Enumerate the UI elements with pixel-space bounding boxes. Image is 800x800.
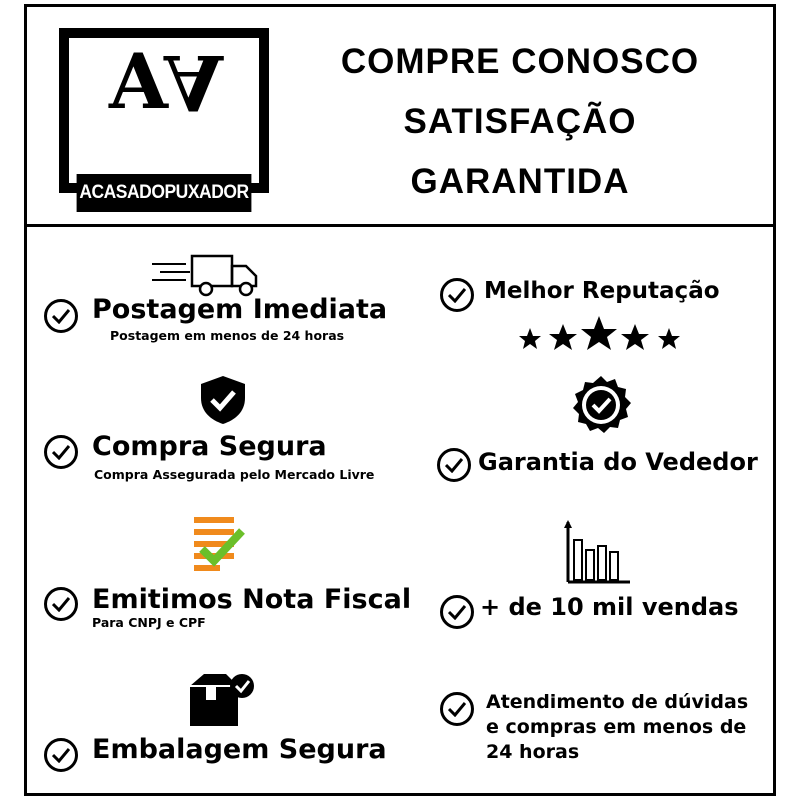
headline-line-1: COMPRE CONOSCO [340, 42, 700, 81]
logo-monogram [69, 37, 259, 127]
headline-line-2: SATISFAÇÃO [403, 102, 637, 141]
atendimento-line-1: Atendimento de dúvidas [486, 691, 749, 713]
shield-check-icon [197, 374, 249, 426]
check-circle-icon [437, 448, 471, 482]
brand-logo [59, 28, 269, 203]
package-check-icon [186, 670, 256, 728]
check-circle-icon [440, 278, 474, 312]
feature-title-vendas: + de 10 mil vendas [480, 593, 739, 621]
section-divider [24, 224, 776, 227]
feature-subtitle-postagem: Postagem em menos de 24 horas [110, 328, 345, 343]
bar-chart-icon [560, 518, 632, 590]
feature-title-compra: Compra Segura [92, 431, 327, 462]
check-circle-icon [44, 587, 78, 621]
check-circle-icon [440, 692, 474, 726]
feature-title-postagem: Postagem Imediata [92, 294, 388, 325]
feature-title-reputacao: Melhor Reputação [484, 278, 720, 304]
logo-inner [69, 38, 259, 183]
five-stars-icon [515, 316, 685, 354]
delivery-truck-icon [150, 252, 262, 298]
feature-subtitle-compra: Compra Assegurada pelo Mercado Livre [94, 467, 375, 482]
check-circle-icon [44, 435, 78, 469]
invoice-check-icon [190, 515, 248, 575]
feature-title-nota: Emitimos Nota Fiscal [92, 584, 412, 615]
check-circle-icon [440, 595, 474, 629]
headline-line-3: GARANTIDA [410, 162, 630, 201]
badge-check-icon [570, 374, 632, 436]
headline [300, 32, 740, 212]
check-circle-icon [44, 738, 78, 772]
atendimento-line-3: 24 horas [486, 741, 580, 763]
check-circle-icon [44, 299, 78, 333]
logo-letter-left: A [109, 37, 164, 126]
feature-title-embalagem: Embalagem Segura [92, 734, 387, 765]
feature-text-atendimento [486, 690, 748, 765]
atendimento-line-2: e compras em menos de [486, 716, 747, 738]
logo-letter-right: A [164, 38, 219, 127]
feature-subtitle-nota: Para CNPJ e CPF [92, 615, 206, 630]
feature-title-garantia: Garantia do Vededor [478, 448, 758, 476]
logo-brand-name: ACASADOPUXADOR [77, 174, 252, 212]
